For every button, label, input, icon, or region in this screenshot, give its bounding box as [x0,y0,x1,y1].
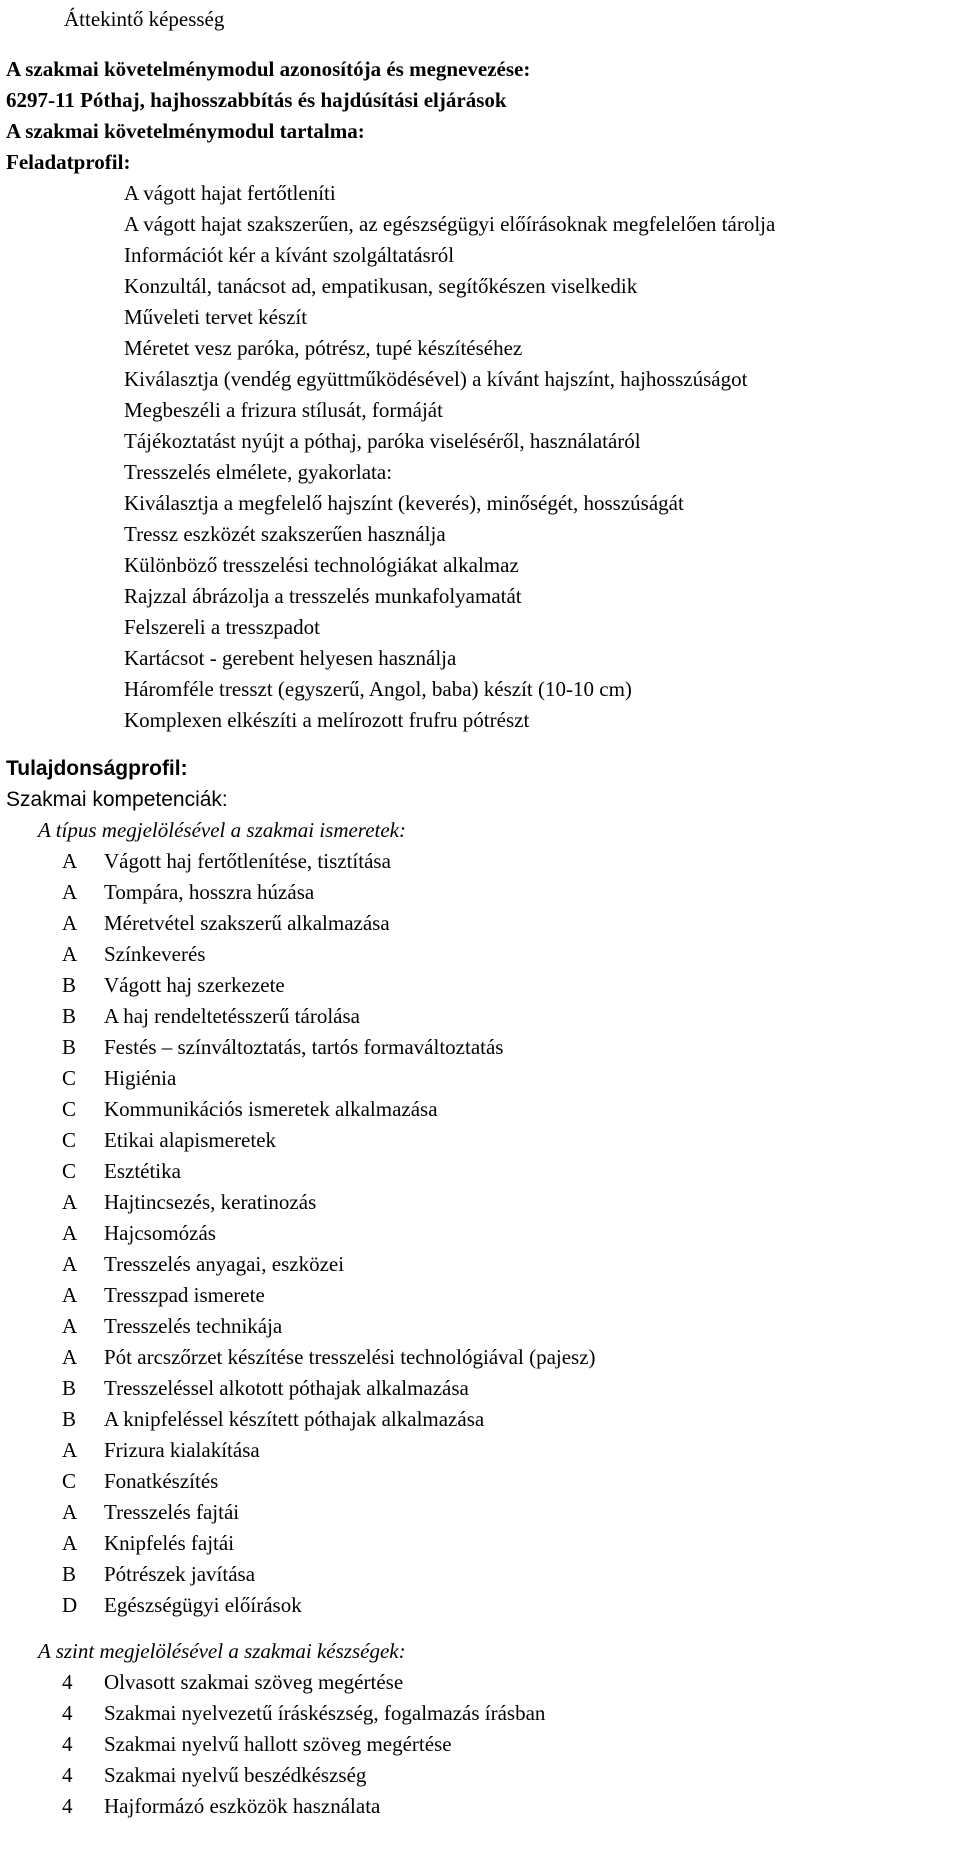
knowledge-item-code: B [62,1407,77,1431]
knowledge-item [62,1094,956,1125]
knowledge-item [62,1404,956,1435]
knowledge-item [62,1187,956,1218]
task-profile-list [124,178,956,736]
knowledge-item [62,1497,956,1528]
skill-item [62,1760,956,1791]
knowledge-item [62,1528,956,1559]
knowledge-item-text: Etikai alapismeretek [104,1128,277,1152]
knowledge-item-text: Pótrészek javítása [104,1562,256,1586]
skill-item-code: 4 [62,1794,73,1818]
knowledge-item-text: Tresszelés technikája [104,1314,283,1338]
knowledge-item [62,1311,956,1342]
task-item: Kartácsot - gerebent helyesen használja [124,646,457,670]
knowledge-item-text: Higiénia [104,1066,177,1090]
skill-item-text: Hajformázó eszközök használata [104,1794,381,1818]
knowledge-item-code: A [62,942,78,966]
knowledge-item-code: A [62,849,78,873]
knowledge-item-text: Hajcsomózás [104,1221,216,1245]
task-item: Háromféle tresszt (egyszerű, Angol, baba) készít (10-10 cm) [124,677,632,701]
knowledge-item-code: B [62,1035,77,1059]
knowledge-item-code: B [62,1376,77,1400]
skill-item [62,1667,956,1698]
knowledge-item-code: C [62,1128,77,1152]
knowledge-item-code: A [62,1438,78,1462]
knowledge-item-code: A [62,1500,78,1524]
property-profile-label: Tulajdonságprofil: [6,757,188,780]
task-profile-label: Feladatprofil: [6,150,131,174]
knowledge-item-code: C [62,1159,77,1183]
knowledge-item [62,1559,956,1590]
task-item: Tájékoztatást nyújt a póthaj, paróka viseléséről, használatáról [124,429,641,453]
knowledge-item-code: A [62,1531,78,1555]
knowledge-item [62,939,956,970]
knowledge-item [62,1280,956,1311]
knowledge-label: A típus megjelölésével a szakmai ismeretek: [38,818,406,842]
skill-item [62,1729,956,1760]
skills-label: A szint megjelölésével a szakmai készségek: [38,1639,406,1663]
knowledge-item-code: B [62,973,77,997]
knowledge-item [62,1590,956,1621]
knowledge-item-code: A [62,1345,78,1369]
document [6,4,956,1822]
task-item: Műveleti tervet készít [124,305,308,329]
knowledge-item [62,1032,956,1063]
skill-item-code: 4 [62,1670,73,1694]
knowledge-item-text: Vágott haj fertőtlenítése, tisztítása [104,849,391,873]
knowledge-item-code: A [62,1190,78,1214]
task-item: Komplexen elkészíti a melírozott frufru pótrészt [124,708,530,732]
knowledge-item-text: Egészségügyi előírások [104,1593,302,1617]
knowledge-item-text: Pót arcszőrzet készítése tresszelési technológiával (pajesz) [104,1345,596,1369]
knowledge-item [62,1342,956,1373]
knowledge-item [62,1001,956,1032]
knowledge-list [6,846,956,1621]
knowledge-item-text: Kommunikációs ismeretek alkalmazása [104,1097,438,1121]
knowledge-item [62,1218,956,1249]
task-item: Méretet vesz paróka, pótrész, tupé készítéséhez [124,336,523,360]
skills-list [6,1667,956,1822]
knowledge-item-code: B [62,1004,77,1028]
knowledge-item-text: Vágott haj szerkezete [104,973,285,997]
knowledge-item [62,846,956,877]
knowledge-item-code: C [62,1469,77,1493]
task-item: Tresszelés elmélete, gyakorlata: [124,460,393,484]
module-content-label: A szakmai követelménymodul tartalma: [6,119,365,143]
task-item: Konzultál, tanácsot ad, empatikusan, segítőkészen viselkedik [124,274,638,298]
knowledge-item [62,1466,956,1497]
knowledge-item-code: A [62,1283,78,1307]
knowledge-item [62,908,956,939]
skill-item [62,1698,956,1729]
knowledge-item-text: Tompára, hosszra húzása [104,880,315,904]
knowledge-item [62,970,956,1001]
skill-item-text: Szakmai nyelvű beszédkészség [104,1763,367,1787]
knowledge-item-text: Méretvétel szakszerű alkalmazása [104,911,390,935]
knowledge-item-code: A [62,1221,78,1245]
knowledge-item [62,1063,956,1094]
knowledge-item-text: Fonatkészítés [104,1469,219,1493]
knowledge-item-text: Frizura kialakítása [104,1438,260,1462]
knowledge-item [62,1156,956,1187]
knowledge-item [62,877,956,908]
task-item: Rajzzal ábrázolja a tresszelés munkafolyamatát [124,584,522,608]
knowledge-item-code: B [62,1562,77,1586]
knowledge-item-text: Esztétika [104,1159,181,1183]
knowledge-item-code: A [62,1314,78,1338]
knowledge-item-code: C [62,1097,77,1121]
skill-item-text: Szakmai nyelvű hallott szöveg megértése [104,1732,452,1756]
task-item: Tressz eszközét szakszerűen használja [124,522,446,546]
knowledge-item-text: Knipfelés fajtái [104,1531,235,1555]
knowledge-item-text: Tresszpad ismerete [104,1283,265,1307]
module-id-label: A szakmai követelménymodul azonosítója és megnevezése: [6,57,531,81]
knowledge-item [62,1435,956,1466]
task-item: Megbeszéli a frizura stílusát, formáját [124,398,443,422]
knowledge-item-text: Hajtincsezés, keratinozás [104,1190,317,1214]
task-item: Felszereli a tresszpadot [124,615,320,639]
knowledge-item-text: Tresszelés anyagai, eszközei [104,1252,345,1276]
skill-item [62,1791,956,1822]
knowledge-item [62,1125,956,1156]
skill-item-code: 4 [62,1763,73,1787]
skill-item-code: 4 [62,1732,73,1756]
knowledge-item-text: Tresszelés fajtái [104,1500,240,1524]
skill-item-text: Olvasott szakmai szöveg megértése [104,1670,404,1694]
knowledge-item-text: A haj rendeltetésszerű tárolása [104,1004,360,1028]
task-item: A vágott hajat szakszerűen, az egészségügyi előírásoknak megfelelően tárolja [124,212,776,236]
knowledge-item-text: Tresszeléssel alkotott póthajak alkalmazása [104,1376,469,1400]
task-item: Kiválasztja (vendég együttműködésével) a kívánt hajszínt, hajhosszúságot [124,367,748,391]
knowledge-item-code: A [62,911,78,935]
skill-item-text: Szakmai nyelvezetű íráskészség, fogalmazás írásban [104,1701,546,1725]
knowledge-item-text: A knipfeléssel készített póthajak alkalmazása [104,1407,485,1431]
page-title: Áttekintő képesség [64,7,225,31]
task-item: Kiválasztja a megfelelő hajszínt (keverés), minőségét, hosszúságát [124,491,684,515]
task-item: A vágott hajat fertőtleníti [124,181,336,205]
competencies-label: Szakmai kompetenciák: [6,788,228,811]
knowledge-item-code: C [62,1066,77,1090]
knowledge-item [62,1249,956,1280]
skill-item-code: 4 [62,1701,73,1725]
task-item: Információt kér a kívánt szolgáltatásról [124,243,455,267]
knowledge-item-code: D [62,1593,78,1617]
knowledge-item-text: Színkeverés [104,942,206,966]
module-id-value: 6297-11 Póthaj, hajhosszabbítás és hajdúsítási eljárások [6,88,507,112]
knowledge-item-code: A [62,1252,78,1276]
knowledge-item-code: A [62,880,78,904]
task-item: Különböző tresszelési technológiákat alkalmaz [124,553,519,577]
knowledge-item [62,1373,956,1404]
knowledge-item-text: Festés – színváltoztatás, tartós formaváltoztatás [104,1035,504,1059]
